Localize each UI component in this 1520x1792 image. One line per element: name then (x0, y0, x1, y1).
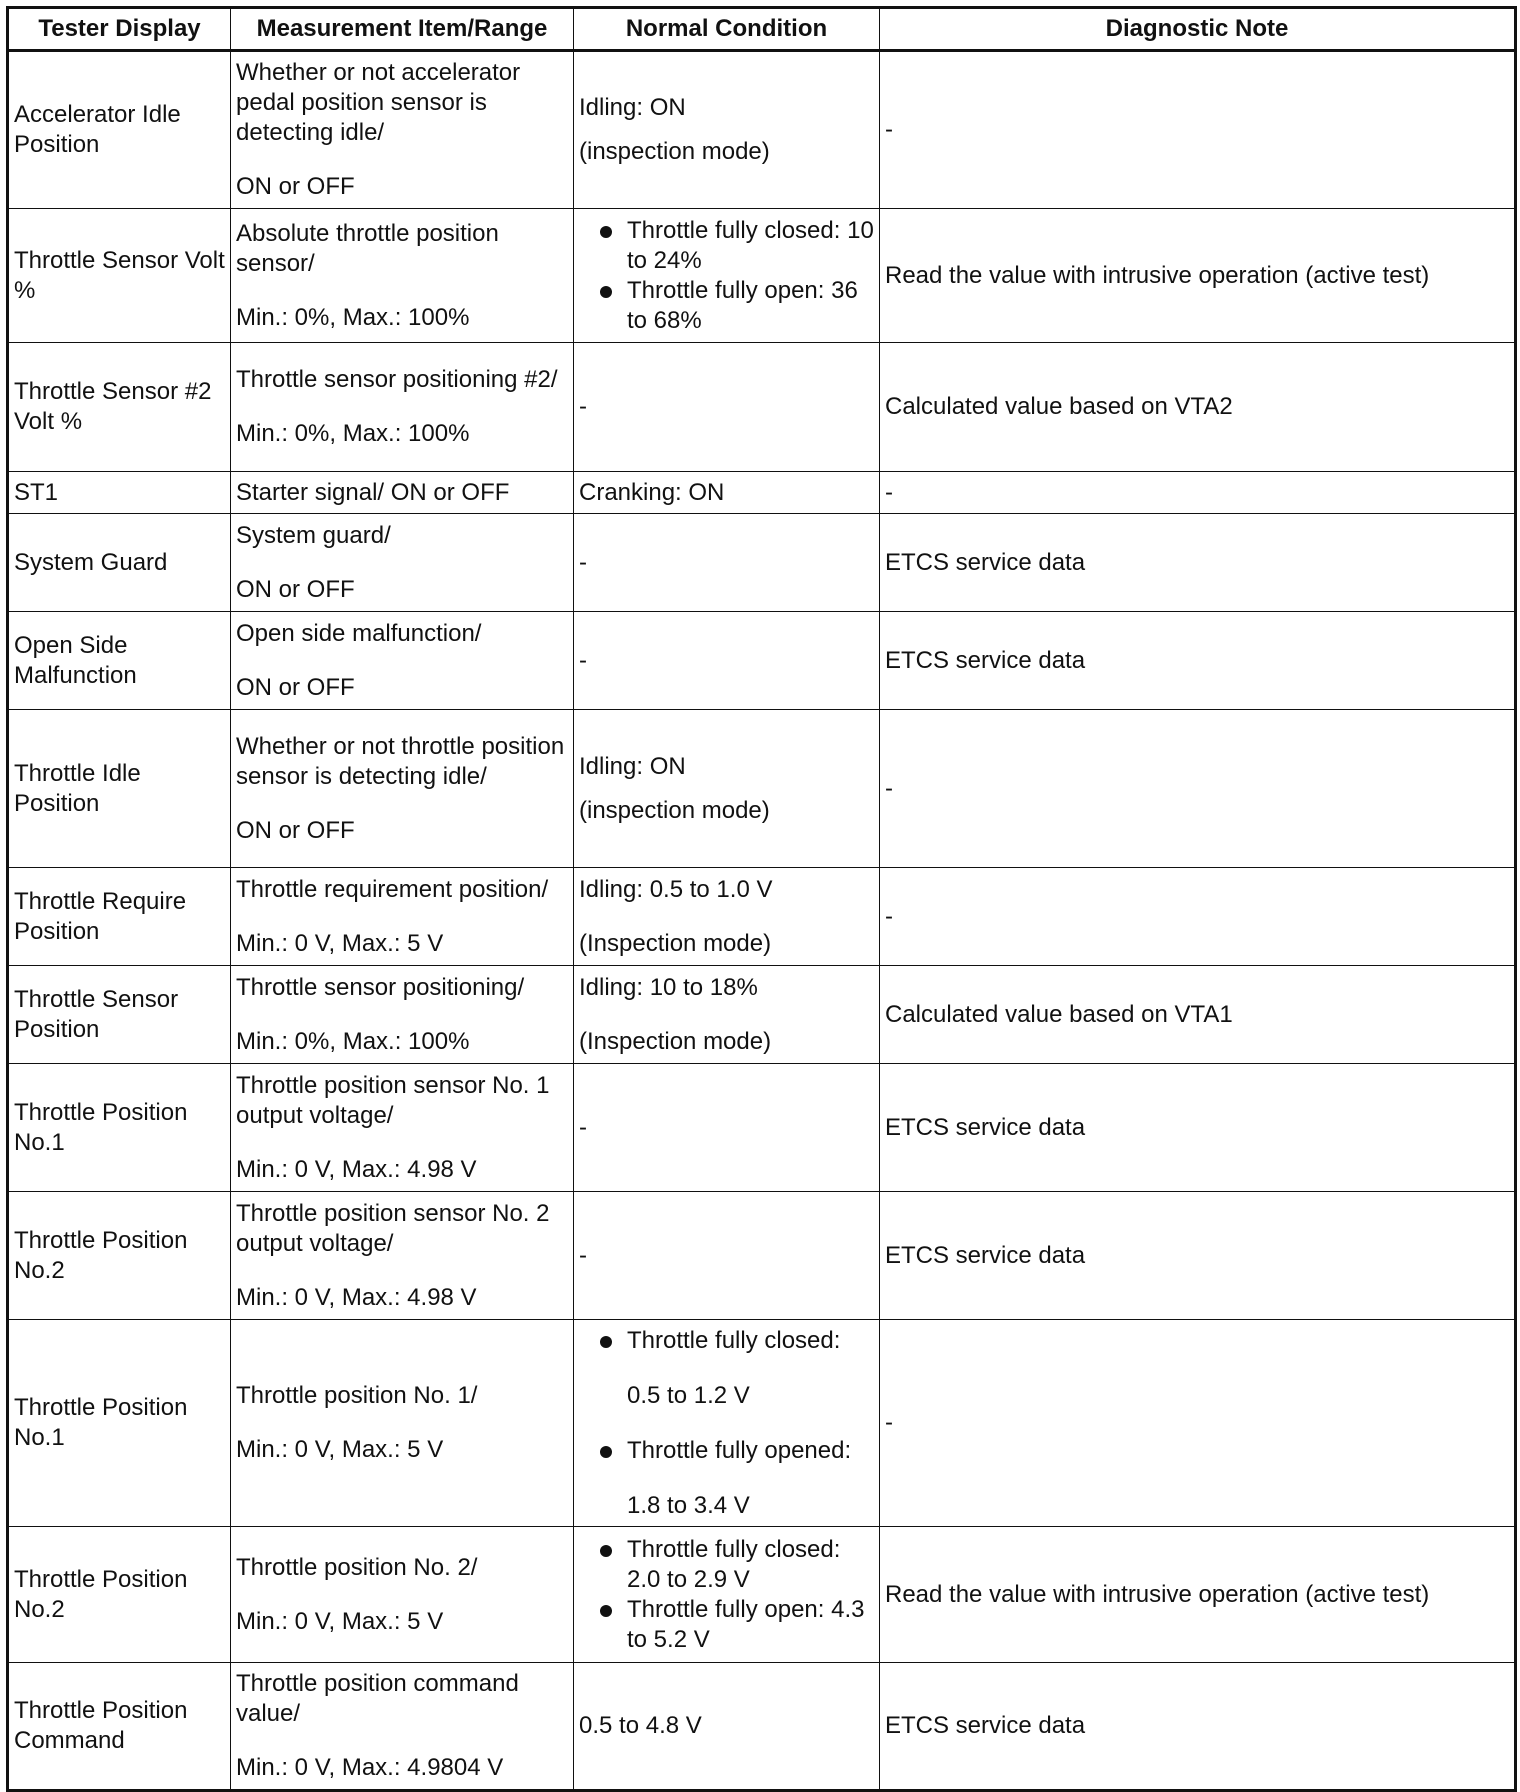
normal-condition-cell (574, 209, 880, 343)
header-measurement-item: Measurement Item/Range (231, 8, 574, 51)
normal-condition-cell: Idling: ON (inspection mode) (574, 51, 880, 209)
measurement-cell: Throttle requirement position/ Min.: 0 V, Max.: 5 V (231, 868, 574, 966)
header-tester-display: Tester Display (8, 8, 231, 51)
tester-display-cell: ST1 (8, 472, 231, 514)
measurement-cell: Whether or not throttle position sensor is detecting idle/ ON or OFF (231, 710, 574, 868)
diagnostic-note-cell: ETCS service data (880, 1064, 1516, 1192)
table-row (8, 1663, 1516, 1791)
table-row (8, 612, 1516, 710)
table-row (8, 343, 1516, 472)
tester-display-cell: Throttle Sensor #2 Volt % (8, 343, 231, 472)
data-list-table (6, 6, 1517, 1792)
measurement-cell: Throttle position No. 2/ Min.: 0 V, Max.: 5 V (231, 1527, 574, 1663)
tester-display-cell: Throttle Sensor Volt % (8, 209, 231, 343)
tester-display-cell: Throttle Position No.1 (8, 1064, 231, 1192)
measurement-cell: Open side malfunction/ ON or OFF (231, 612, 574, 710)
tester-display-cell: Accelerator Idle Position (8, 51, 231, 209)
table-row (8, 710, 1516, 868)
list-item: Throttle fully open: 4.3 to 5.2 V (579, 1595, 874, 1655)
normal-condition-cell: Idling: 0.5 to 1.0 V (Inspection mode) (574, 868, 880, 966)
normal-condition-cell (574, 1320, 880, 1527)
diagnostic-note-cell: - (880, 51, 1516, 209)
table-row (8, 868, 1516, 966)
diagnostic-note-cell: - (880, 868, 1516, 966)
tester-display-cell: Throttle Position No.2 (8, 1192, 231, 1320)
measurement-cell: System guard/ ON or OFF (231, 514, 574, 612)
list-item: Throttle fully opened: 1.8 to 3.4 V (579, 1436, 874, 1521)
tester-display-cell: Throttle Position No.1 (8, 1320, 231, 1527)
normal-condition-cell: Idling: ON (inspection mode) (574, 710, 880, 868)
measurement-cell: Absolute throttle position sensor/ Min.: 0%, Max.: 100% (231, 209, 574, 343)
measurement-cell: Throttle sensor positioning/ Min.: 0%, Max.: 100% (231, 966, 574, 1064)
measurement-cell: Whether or not accelerator pedal position sensor is detecting idle/ ON or OFF (231, 51, 574, 209)
tester-display-cell: Throttle Position Command (8, 1663, 231, 1791)
table-row (8, 1192, 1516, 1320)
diagnostic-note-cell: ETCS service data (880, 1663, 1516, 1791)
normal-condition-cell: - (574, 514, 880, 612)
diagnostic-note-cell: ETCS service data (880, 612, 1516, 710)
diagnostic-note-cell: - (880, 472, 1516, 514)
diagnostic-note-cell: Read the value with intrusive operation (active test) (880, 209, 1516, 343)
table-row (8, 514, 1516, 612)
normal-condition-cell: - (574, 343, 880, 472)
table-row (8, 51, 1516, 209)
normal-condition-cell: - (574, 612, 880, 710)
bullet-list (579, 216, 874, 336)
tester-display-cell: Open Side Malfunction (8, 612, 231, 710)
diagnostic-note-cell: ETCS service data (880, 1192, 1516, 1320)
table-row (8, 1320, 1516, 1527)
list-item: Throttle fully open: 36 to 68% (579, 276, 874, 336)
bullet-list (579, 1326, 874, 1521)
tester-display-cell: Throttle Sensor Position (8, 966, 231, 1064)
measurement-cell: Throttle position command value/ Min.: 0 V, Max.: 4.9804 V (231, 1663, 574, 1791)
header-normal-condition: Normal Condition (574, 8, 880, 51)
header-row (8, 8, 1516, 51)
table-row (8, 209, 1516, 343)
table-row (8, 1064, 1516, 1192)
measurement-cell: Throttle position sensor No. 1 output voltage/ Min.: 0 V, Max.: 4.98 V (231, 1064, 574, 1192)
measurement-cell: Throttle position sensor No. 2 output voltage/ Min.: 0 V, Max.: 4.98 V (231, 1192, 574, 1320)
diagnostic-note-cell: - (880, 1320, 1516, 1527)
list-item: Throttle fully closed: 2.0 to 2.9 V (579, 1535, 874, 1595)
normal-condition-cell: Cranking: ON (574, 472, 880, 514)
table-row (8, 1527, 1516, 1663)
tester-display-cell: System Guard (8, 514, 231, 612)
diagnostic-note-cell: Calculated value based on VTA1 (880, 966, 1516, 1064)
tester-display-cell: Throttle Position No.2 (8, 1527, 231, 1663)
normal-condition-cell: - (574, 1192, 880, 1320)
diagnostic-note-cell: Calculated value based on VTA2 (880, 343, 1516, 472)
bullet-list (579, 1535, 874, 1655)
normal-condition-cell: Idling: 10 to 18% (Inspection mode) (574, 966, 880, 1064)
diagnostic-note-cell: - (880, 710, 1516, 868)
list-item: Throttle fully closed: 10 to 24% (579, 216, 874, 276)
header-diagnostic-note: Diagnostic Note (880, 8, 1516, 51)
tester-display-cell: Throttle Require Position (8, 868, 231, 966)
normal-condition-cell: 0.5 to 4.8 V (574, 1663, 880, 1791)
table-row (8, 966, 1516, 1064)
tester-display-cell: Throttle Idle Position (8, 710, 231, 868)
diagnostic-note-cell: ETCS service data (880, 514, 1516, 612)
diagnostic-note-cell: Read the value with intrusive operation (active test) (880, 1527, 1516, 1663)
list-item: Throttle fully closed: 0.5 to 1.2 V (579, 1326, 874, 1411)
measurement-cell: Throttle position No. 1/ Min.: 0 V, Max.: 5 V (231, 1320, 574, 1527)
normal-condition-cell (574, 1527, 880, 1663)
table-row (8, 472, 1516, 514)
normal-condition-cell: - (574, 1064, 880, 1192)
measurement-cell: Starter signal/ ON or OFF (231, 472, 574, 514)
measurement-cell: Throttle sensor positioning #2/ Min.: 0%, Max.: 100% (231, 343, 574, 472)
